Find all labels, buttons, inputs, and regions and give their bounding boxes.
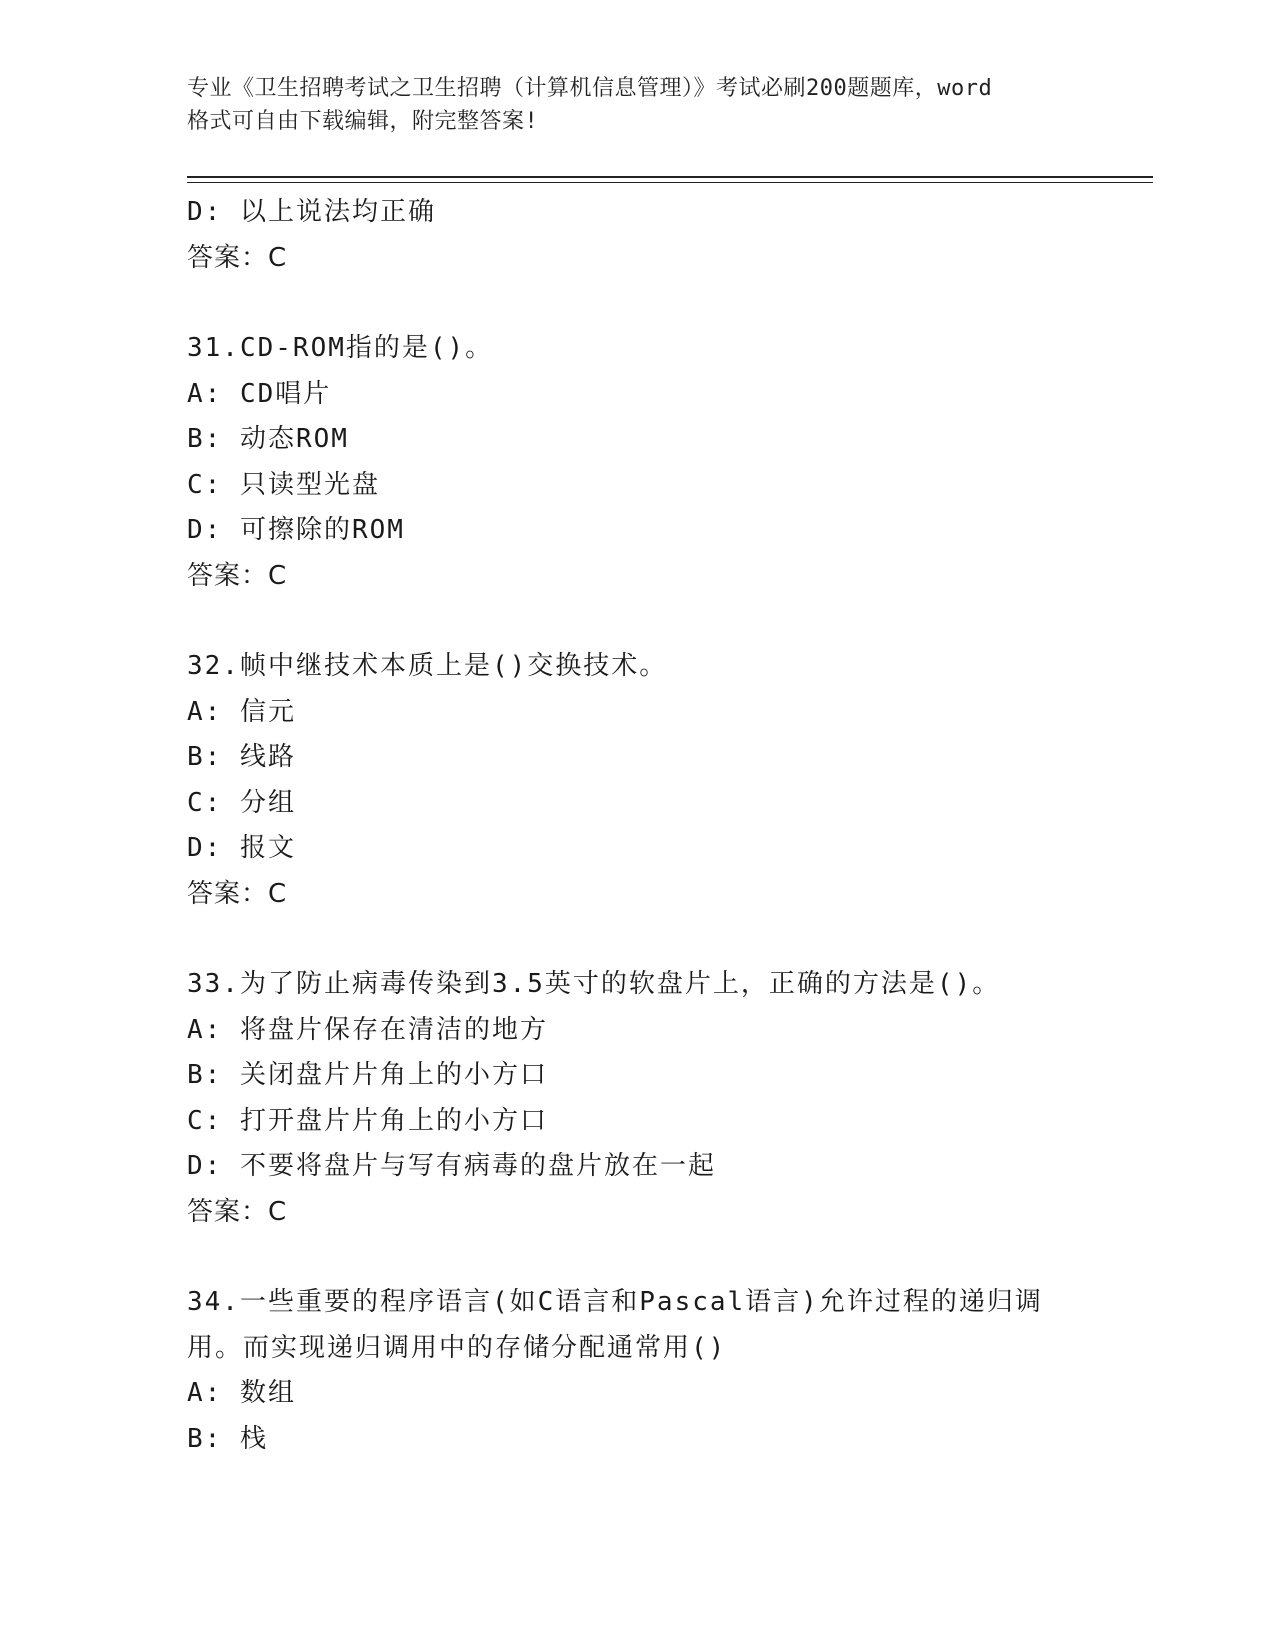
option-a: A: 信元 <box>187 696 296 727</box>
header-title-line-1: 专业《卫生招聘考试之卫生招聘（计算机信息管理）》考试必刷200题题库，word <box>187 76 993 101</box>
answer-line: 答案：C <box>187 878 288 909</box>
question-block-32 <box>187 644 1087 917</box>
option-c: C: 打开盘片片角上的小方口 <box>187 1105 548 1136</box>
document-header <box>187 72 1087 138</box>
header-title-line-2: 格式可自由下载编辑，附完整答案! <box>187 109 539 134</box>
question-block-31 <box>187 326 1087 599</box>
option-d: D: 可擦除的ROM <box>187 515 405 545</box>
option-c: C: 分组 <box>187 787 296 818</box>
question-block-30 <box>187 190 1087 281</box>
question-list <box>187 190 1087 1462</box>
answer-line: 答案：C <box>187 1196 288 1227</box>
header-divider-thick <box>187 176 1153 178</box>
option-d: D: 不要将盘片与写有病毒的盘片放在一起 <box>187 1151 716 1181</box>
answer-line: 答案：C <box>187 242 288 273</box>
option-a: A: 数组 <box>187 1378 296 1408</box>
option-b: B: 栈 <box>187 1423 268 1454</box>
option-d: D: 报文 <box>187 833 296 863</box>
question-block-34 <box>187 1280 1087 1462</box>
question-block-33 <box>187 962 1087 1235</box>
question-text: 33.为了防止病毒传染到3.5英寸的软盘片上，正确的方法是()。 <box>187 969 1001 999</box>
question-text-line-2: 用。而实现递归调用中的存储分配通常用() <box>187 1332 727 1363</box>
option-b: B: 关闭盘片片角上的小方口 <box>187 1060 548 1090</box>
question-text-line-1: 34.一些重要的程序语言(如C语言和Pascal语言)允许过程的递归调 <box>187 1287 1043 1317</box>
option-b: B: 动态ROM <box>187 424 349 454</box>
header-divider-thin <box>187 182 1153 183</box>
option-b: B: 线路 <box>187 742 296 772</box>
option-a: A: CD唱片 <box>187 378 332 409</box>
option-a: A: 将盘片保存在清洁的地方 <box>187 1014 548 1045</box>
question-text: 31.CD-ROM指的是()。 <box>187 333 494 363</box>
answer-line: 答案：C <box>187 560 288 591</box>
question-text: 32.帧中继技术本质上是()交换技术。 <box>187 651 668 681</box>
option-d: D: 以上说法均正确 <box>187 197 436 227</box>
option-c: C: 只读型光盘 <box>187 469 380 500</box>
